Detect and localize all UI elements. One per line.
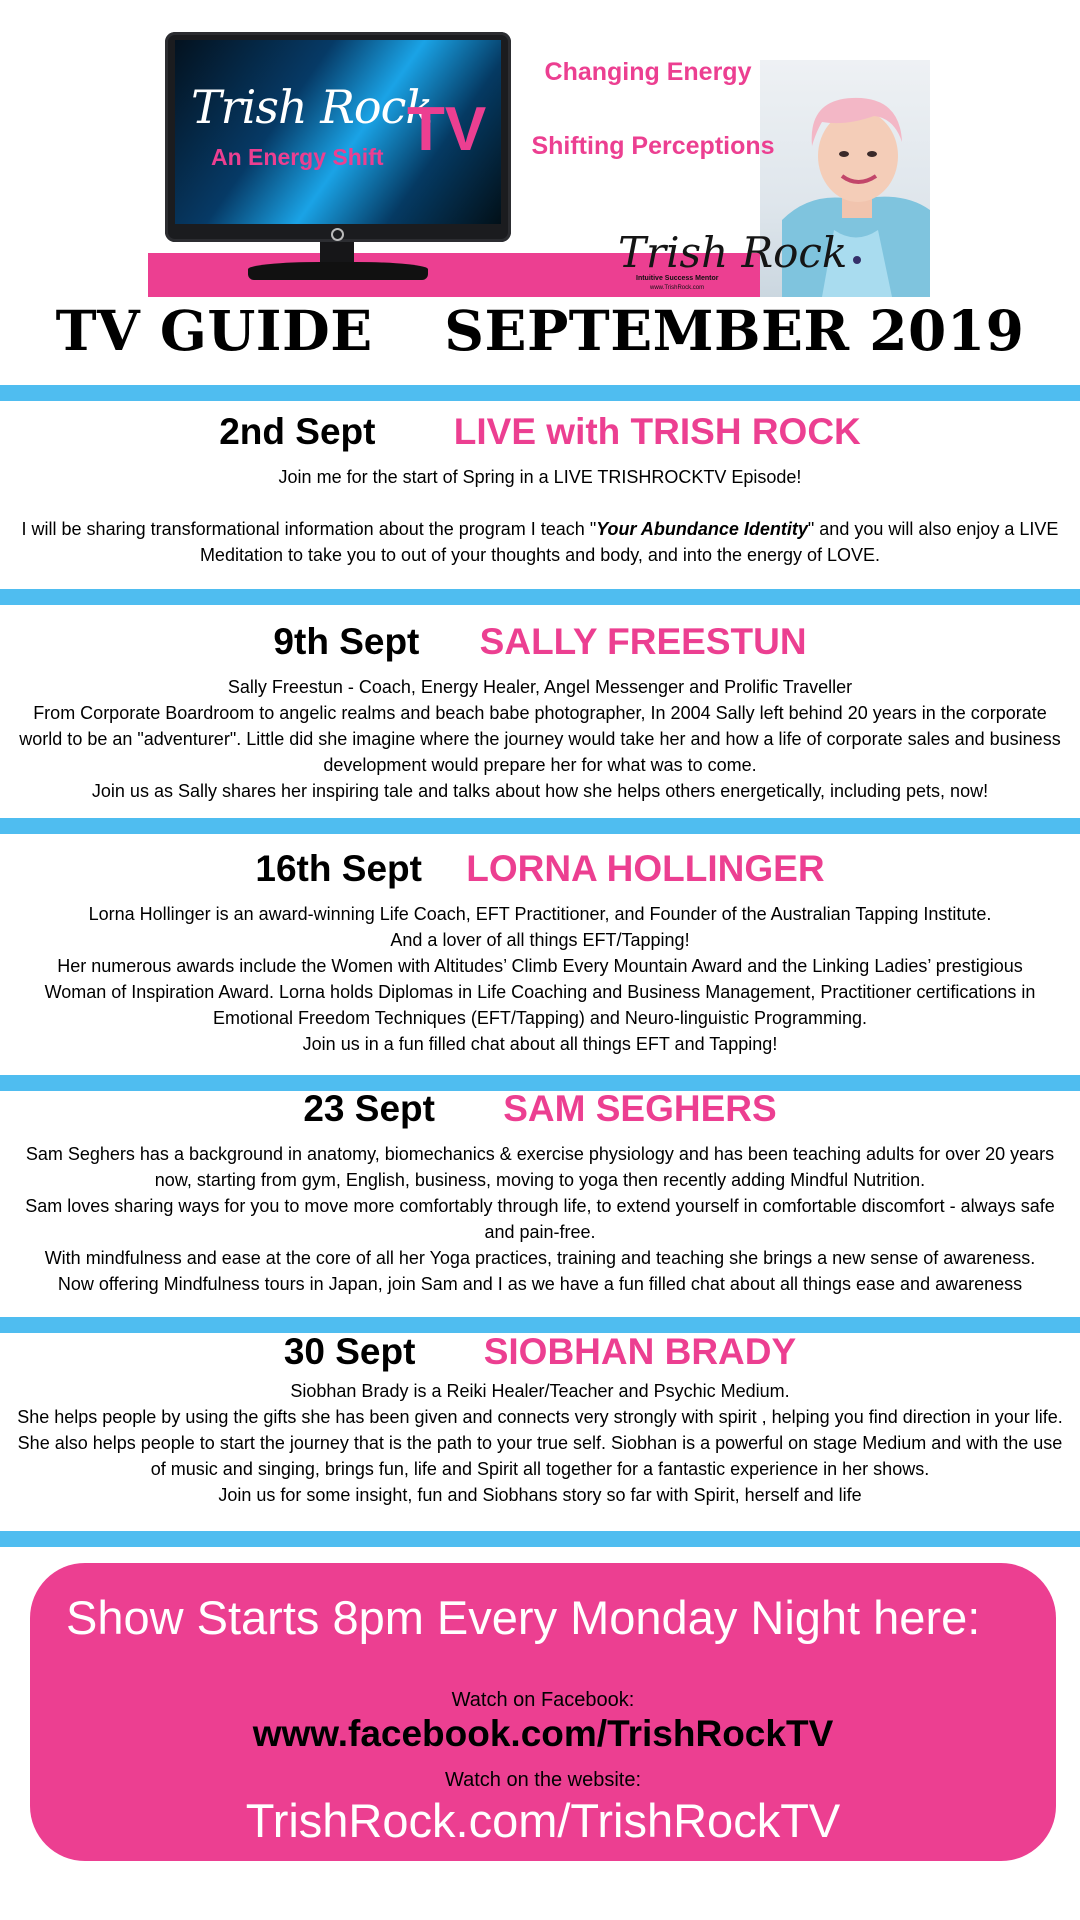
- facebook-link[interactable]: www.facebook.com/TrishRockTV: [252, 1713, 834, 1754]
- show-times-banner: [30, 1563, 1056, 1861]
- episode-heading: [0, 620, 1080, 664]
- logo-tagline: An Energy Shift: [211, 144, 384, 170]
- episode-text: From Corporate Boardroom to angelic realms and beach babe photographer, In 2004 Sally left behind 20 years in the corporate world to be an "adventurer". Little did she imagine where the journey would take her and how a life of corporate sales and business development would prepare her for what was to come.: [19, 703, 1061, 775]
- episode-date: 30 Sept: [283, 1331, 416, 1372]
- divider: [0, 589, 1080, 605]
- episode-2nd-sept: [0, 410, 1080, 568]
- logo-script-text: Trish Rock: [191, 80, 433, 134]
- episode-text: She helps people by using the gifts she has been given and connects very strongly with spirit , helping you find direction in your life. She also helps people to start the journey that is the path to your true self. Siobhan is a powerful on stage Medium and with the use of music and singing, brings fun, life and Spirit all together for a fantastic experience in her shows.: [17, 1407, 1063, 1479]
- signature-url: www.TrishRock.com: [650, 285, 705, 291]
- episode-30-sept: [0, 1330, 1080, 1508]
- tv-screen: [175, 40, 501, 224]
- episode-description: [0, 901, 1080, 1057]
- tv-icon: [165, 32, 511, 242]
- episode-heading: [0, 847, 1080, 891]
- episode-text: And a lover of all things EFT/Tapping!: [390, 930, 690, 950]
- episode-text: Sally Freestun - Coach, Energy Healer, Angel Messenger and Prolific Traveller: [227, 677, 853, 697]
- episode-heading: [0, 1087, 1080, 1131]
- episode-description: [0, 1378, 1080, 1508]
- episode-text: Siobhan Brady is a Reiki Healer/Teacher and Psychic Medium.: [290, 1381, 790, 1401]
- episode-23-sept: [0, 1087, 1080, 1297]
- episode-text: Sam loves sharing ways for you to move more comfortably through life, to extend yourself in comfortable discomfort - always safe and pain-free.: [25, 1196, 1055, 1242]
- episode-description: [0, 464, 1080, 568]
- episode-text: Now offering Mindfulness tours in Japan, join Sam and I as we have a fun filled chat about all things ease and awareness: [57, 1274, 1023, 1294]
- episode-description: [0, 674, 1080, 804]
- episode-guest: SAM SEGHERS: [503, 1088, 777, 1129]
- episode-date: 9th Sept: [273, 621, 420, 662]
- divider: [0, 1531, 1080, 1547]
- episode-text: Her numerous awards include the Women with Altitudes’ Climb Every Mountain Award and the Linking Ladies’ prestigious Woman of Inspiration Award. Lorna holds Diplomas in Life Coaching and Business Management, Practitioner certifications in Emotional Freedom Techniques (EFT/Tapping) and Neuro-linguistic Programming.: [44, 956, 1036, 1028]
- page-title: [0, 298, 1080, 363]
- tv-stand-base: [248, 262, 428, 280]
- episode-heading: [0, 410, 1080, 454]
- episode-guest: SALLY FREESTUN: [479, 621, 807, 662]
- episode-text: Join us as Sally shares her inspiring tale and talks about how she helps others energetically, including pets, now!: [91, 781, 989, 801]
- episode-text: Join me for the start of Spring in a LIVE TRISHROCKTV Episode!: [278, 467, 802, 487]
- episode-text-part: I will be sharing transformational information about the program I teach ": [21, 519, 597, 539]
- header-banner: [0, 0, 1080, 300]
- episode-guest: LIVE with TRISH ROCK: [453, 411, 861, 452]
- website-link[interactable]: TrishRock.com/TrishRockTV: [245, 1794, 841, 1847]
- episode-text: With mindfulness and ease at the core of all her Yoga practices, training and teaching she brings a new sense of awareness.: [44, 1248, 1036, 1268]
- episode-date: 2nd Sept: [219, 411, 376, 452]
- power-icon: [331, 228, 344, 241]
- episode-text: Join us in a fun filled chat about all things EFT and Tapping!: [302, 1034, 778, 1054]
- episode-guest: LORNA HOLLINGER: [466, 848, 825, 889]
- episode-date: 23 Sept: [303, 1088, 435, 1129]
- facebook-label: Watch on Facebook:: [451, 1689, 635, 1711]
- program-name: Your Abundance Identity: [596, 519, 808, 539]
- episode-description: [0, 1141, 1080, 1297]
- title-tv-guide: TV GUIDE: [55, 298, 373, 363]
- tv-stand-neck: [320, 242, 354, 264]
- tagline-changing-energy: Changing Energy: [544, 58, 752, 86]
- episode-text: [8, 516, 1072, 568]
- episode-9th-sept: [0, 620, 1080, 804]
- show-starts-heading: Show Starts 8pm Every Monday Night here:: [66, 1591, 981, 1644]
- episode-text: Sam Seghers has a background in anatomy, biomechanics & exercise physiology and has been teaching adults for over 20 years now, starting from gym, English, business, moving to yoga then recently adding Mindful Nutrition.: [25, 1144, 1055, 1190]
- episode-date: 16th Sept: [255, 848, 422, 889]
- title-month: SEPTEMBER 2019: [444, 298, 1025, 363]
- logo-tv-text: TV: [407, 95, 487, 164]
- website-label: Watch on the website:: [444, 1769, 642, 1791]
- divider: [0, 818, 1080, 834]
- signature-subtitle: Intuitive Success Mentor: [636, 275, 719, 282]
- episode-text: Join us for some insight, fun and Siobhans story so far with Spirit, herself and life: [218, 1485, 862, 1505]
- episode-heading: [0, 1330, 1080, 1374]
- episode-16th-sept: [0, 847, 1080, 1057]
- episode-text-part: " and you will also enjoy a LIVE Meditation to take you to out of your thoughts and body, and into the energy of LOVE.: [199, 519, 1059, 565]
- episode-guest: SIOBHAN BRADY: [483, 1331, 797, 1372]
- divider: [0, 385, 1080, 401]
- signature-logo: Trish Rock: [618, 228, 848, 277]
- tagline-shifting-perceptions: Shifting Perceptions: [531, 132, 775, 160]
- episode-text: Lorna Hollinger is an award-winning Life Coach, EFT Practitioner, and Founder of the Australian Tapping Institute.: [88, 904, 992, 924]
